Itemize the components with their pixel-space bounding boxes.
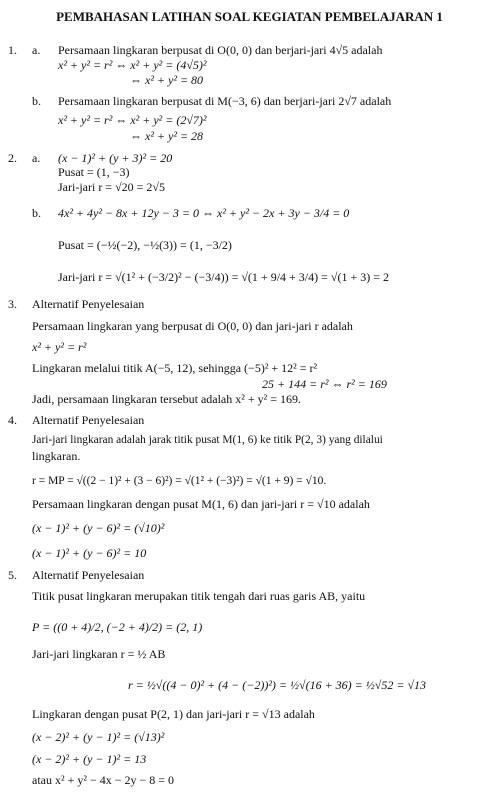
item-number: 3.	[8, 297, 17, 311]
text-line: Lingkaran dengan pusat P(2, 1) dan jari-jari r = √13 adalah	[32, 707, 315, 721]
part-label: a.	[32, 151, 41, 165]
part-label: b.	[32, 94, 41, 108]
section-heading: Alternatif Penyelesaian	[32, 413, 145, 427]
text-line: Titik pusat lingkaran merupakan titik tengah dari ruas garis AB, yaitu	[32, 589, 366, 603]
text-line: Persamaan lingkaran yang berpusat di O(0, 0) dan jari-jari r adalah	[32, 319, 353, 333]
text-line: Persamaan lingkaran berpusat di M(−3, 6) dan berjari-jari 2√7 adalah	[58, 94, 392, 108]
equation-line: ⇔ x² + y² = 28	[130, 129, 204, 143]
text-line: Jari-jari r = √20 = 2√5	[58, 180, 166, 194]
text-line: Persamaan lingkaran berpusat di O(0, 0) dan berjari-jari 4√5 adalah	[58, 43, 383, 57]
equation-line: r = MP = √((2 − 1)² + (3 − 6)²) = √(1² + (−3)²) = √(1 + 9) = √10.	[32, 475, 327, 487]
item-number: 5.	[8, 568, 17, 582]
text-line: Pusat = (1, −3)	[58, 165, 130, 179]
text-line: Jadi, persamaan lingkaran tersebut adalah x² + y² = 169.	[32, 392, 301, 406]
item-number: 4.	[8, 413, 17, 427]
text-line: Jari-jari lingkaran r = ½ AB	[32, 647, 166, 661]
text-line: Persamaan lingkaran dengan pusat M(1, 6) dan jari-jari r = √10 adalah	[32, 497, 370, 511]
equation-line: 4x² + 4y² − 8x + 12y − 3 = 0 ⇔ x² + y² − 2x + 3y − 3/4 = 0	[58, 206, 350, 220]
section-heading: Alternatif Penyelesaian	[32, 568, 145, 582]
equation-line: P = ((0 + 4)/2, (−2 + 4)/2) = (2, 1)	[32, 620, 203, 634]
part-label: b.	[32, 206, 41, 220]
item-number: 1.	[8, 43, 17, 57]
part-label: a.	[32, 43, 41, 57]
text-line: lingkaran.	[32, 449, 81, 463]
text-line: Jari-jari lingkaran adalah jarak titik pusat M(1, 6) ke titik P(2, 3) yang dilalui	[32, 434, 383, 446]
item-number: 2.	[8, 151, 17, 165]
equation-line: x² + y² = r²	[32, 340, 87, 354]
section-heading: Alternatif Penyelesaian	[32, 297, 145, 311]
equation-line: (x − 2)² + (y − 1)² = (√13)²	[32, 730, 165, 744]
equation-line: 25 + 144 = r² ⇔ r² = 169	[262, 377, 387, 391]
equation-line: x² + y² = r² ⇔ x² + y² = (4√5)²	[58, 58, 207, 72]
equation-line: ⇔ x² + y² = 80	[130, 73, 204, 87]
equation-line: (x − 2)² + (y − 1)² = 13	[32, 752, 147, 766]
equation-line: x² + y² = r² ⇔ x² + y² = (2√7)²	[58, 113, 207, 127]
page-title: PEMBAHASAN LATIHAN SOAL KEGIATAN PEMBELAJARAN 1	[56, 9, 443, 24]
equation-line: r = ½√((4 − 0)² + (4 − (−2))²) = ½√(16 + 36) = ½√52 = √13	[128, 678, 427, 692]
equation-line: atau x² + y² − 4x − 2y − 8 = 0	[32, 773, 175, 787]
text-line: Lingkaran melalui titik A(−5, 12), sehingga (−5)² + 12² = r²	[32, 361, 318, 375]
text-line: Pusat = (−½(−2), −½(3)) = (1, −3/2)	[58, 238, 232, 252]
equation-line: (x − 1)² + (y − 6)² = 10	[32, 546, 147, 560]
text-line: Jari-jari r = √(1² + (−3/2)² − (−3/4)) = √(1 + 9/4 + 3/4) = √(1 + 3) = 2	[58, 270, 390, 284]
equation-line: (x − 1)² + (y + 3)² = 20	[58, 151, 173, 165]
equation-line: (x − 1)² + (y − 6)² = (√10)²	[32, 521, 165, 535]
